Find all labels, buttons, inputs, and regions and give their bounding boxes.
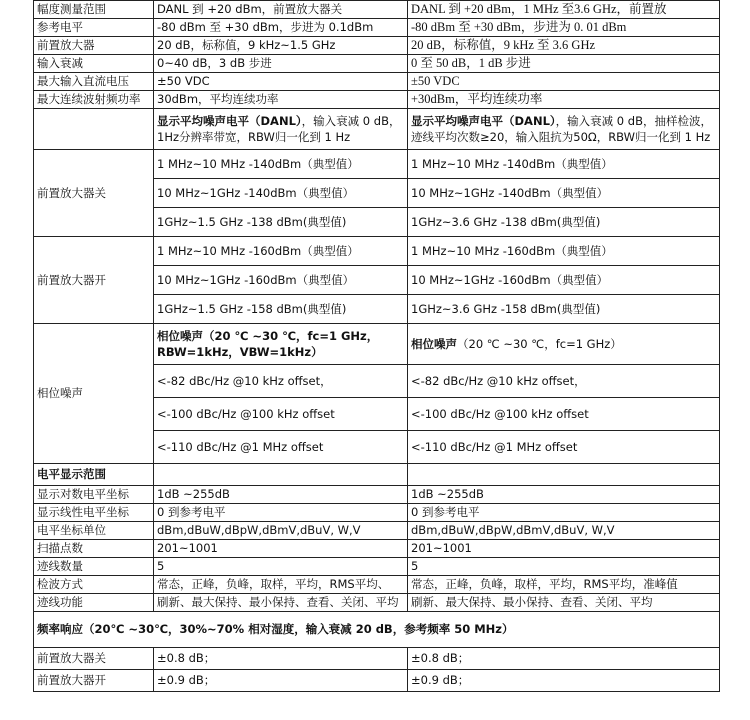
table-row bbox=[34, 486, 720, 504]
row-label: 前置放大器开 bbox=[34, 670, 154, 692]
spec-value: 10 MHz~1GHz -140dBm（典型值） bbox=[408, 179, 720, 208]
spec-value: DANL 到 +20 dBm，1 MHz 至3.6 GHz，前置放 bbox=[408, 1, 720, 19]
spec-value: ±0.9 dB； bbox=[408, 670, 720, 692]
phase-noise-header bbox=[408, 324, 720, 365]
table-row bbox=[34, 558, 720, 576]
row-label: 最大输入直流电压 bbox=[34, 73, 154, 91]
row-label: 迹线功能 bbox=[34, 594, 154, 612]
table-row bbox=[34, 324, 720, 365]
danl-conditions: ，输入衰减 0 dB，1Hz分辨率带宽，RBW归一化到 1 Hz bbox=[157, 114, 401, 144]
spec-value: 刷新、最大保持、最小保持、查看、关闭、平均 bbox=[408, 594, 720, 612]
spec-value: 0 至 50 dB，1 dB 步进 bbox=[408, 55, 720, 73]
table-row bbox=[34, 504, 720, 522]
spec-value: 0 到参考电平 bbox=[154, 504, 408, 522]
spec-value: 1dB ~255dB bbox=[154, 486, 408, 504]
danl-header bbox=[154, 109, 408, 150]
spec-value: DANL 到 +20 dBm，前置放大器关 bbox=[154, 1, 408, 19]
table-row bbox=[34, 540, 720, 558]
table-row bbox=[34, 55, 720, 73]
table-row bbox=[34, 19, 720, 37]
row-label: 输入衰减 bbox=[34, 55, 154, 73]
table-row bbox=[34, 670, 720, 692]
spec-value: <-110 dBc/Hz @1 MHz offset bbox=[154, 431, 408, 464]
table-row bbox=[34, 37, 720, 55]
spec-value: 0 到参考电平 bbox=[408, 504, 720, 522]
spec-value: ±0.8 dB； bbox=[408, 648, 720, 670]
spec-value: 5 bbox=[408, 558, 720, 576]
spec-value: 30dBm，平均连续功率 bbox=[154, 91, 408, 109]
spec-value: dBm,dBuW,dBpW,dBmV,dBuV, W,V bbox=[408, 522, 720, 540]
spec-value: <-100 dBc/Hz @100 kHz offset bbox=[154, 398, 408, 431]
spec-value: 常态，正峰，负峰，取样，平均，RMS平均、 bbox=[154, 576, 408, 594]
spec-value: 1GHz~1.5 GHz -158 dBm(典型值) bbox=[154, 295, 408, 324]
spec-value: 10 MHz~1GHz -140dBm（典型值） bbox=[154, 179, 408, 208]
table-row bbox=[34, 594, 720, 612]
table-row bbox=[34, 648, 720, 670]
phase-noise-conditions: （20 ℃ ~30 ℃，fc=1 GHz） bbox=[457, 336, 622, 351]
spec-value: 1 MHz~10 MHz -160dBm（典型值） bbox=[154, 237, 408, 266]
spec-value: +30dBm，平均连续功率 bbox=[408, 91, 720, 109]
spec-value: ±0.8 dB； bbox=[154, 648, 408, 670]
row-label: 迹线数量 bbox=[34, 558, 154, 576]
spec-value: <-82 dBc/Hz @10 kHz offset， bbox=[154, 365, 408, 398]
spec-value bbox=[154, 464, 408, 486]
row-label: 幅度测量范围 bbox=[34, 1, 154, 19]
table-row bbox=[34, 612, 720, 648]
spec-value: ±50 VDC bbox=[154, 73, 408, 91]
row-label bbox=[34, 109, 154, 150]
danl-title: 显示平均噪声电平（DANL） bbox=[411, 114, 556, 128]
spec-value: ±50 VDC bbox=[408, 73, 720, 91]
row-label: 电平坐标单位 bbox=[34, 522, 154, 540]
danl-conditions: ，输入衰减 0 dB，抽样检波，迹线平均次数≥20，输入阻抗为50Ω，RBW归一化到 1 Hz bbox=[411, 114, 712, 144]
row-label: 扫描点数 bbox=[34, 540, 154, 558]
row-label: 检波方式 bbox=[34, 576, 154, 594]
spec-value: ±0.9 dB； bbox=[154, 670, 408, 692]
table-row bbox=[34, 91, 720, 109]
spec-value: 常态，正峰，负峰，取样，平均，RMS平均，准峰值 bbox=[408, 576, 720, 594]
table-row bbox=[34, 150, 720, 179]
spec-value: 1GHz~3.6 GHz -158 dBm(典型值) bbox=[408, 295, 720, 324]
phase-noise-title: 相位噪声 bbox=[411, 336, 457, 351]
spec-value bbox=[408, 464, 720, 486]
spec-value: 5 bbox=[154, 558, 408, 576]
spec-value: 10 MHz~1GHz -160dBm（典型值） bbox=[408, 266, 720, 295]
spec-value: 1 MHz~10 MHz -140dBm（典型值） bbox=[408, 150, 720, 179]
row-label: 显示线性电平坐标 bbox=[34, 504, 154, 522]
row-label: 相位噪声 bbox=[34, 324, 154, 464]
spec-value: 201~1001 bbox=[408, 540, 720, 558]
spec-value: 201~1001 bbox=[154, 540, 408, 558]
row-label: 最大连续波射频功率 bbox=[34, 91, 154, 109]
row-label: 参考电平 bbox=[34, 19, 154, 37]
spec-value: 1GHz~3.6 GHz -138 dBm(典型值) bbox=[408, 208, 720, 237]
spec-value: 0~40 dB，3 dB 步进 bbox=[154, 55, 408, 73]
spec-value: -80 dBm 至 +30 dBm，步进为 0.1dBm bbox=[154, 19, 408, 37]
table-row bbox=[34, 1, 720, 19]
spec-value: 刷新、最大保持、最小保持、查看、关闭、平均 bbox=[154, 594, 408, 612]
table-row bbox=[34, 576, 720, 594]
row-label: 前置放大器开 bbox=[34, 237, 154, 324]
spec-value: 1GHz~1.5 GHz -138 dBm(典型值) bbox=[154, 208, 408, 237]
spec-value: 1 MHz~10 MHz -140dBm（典型值） bbox=[154, 150, 408, 179]
spec-value: <-110 dBc/Hz @1 MHz offset bbox=[408, 431, 720, 464]
spec-value: 20 dB，标称值，9 kHz~1.5 GHz bbox=[154, 37, 408, 55]
row-label: 前置放大器关 bbox=[34, 648, 154, 670]
table-row bbox=[34, 109, 720, 150]
spec-value: 1 MHz~10 MHz -160dBm（典型值） bbox=[408, 237, 720, 266]
table-row bbox=[34, 464, 720, 486]
spec-table bbox=[33, 0, 720, 692]
table-row bbox=[34, 237, 720, 266]
row-label: 前置放大器关 bbox=[34, 150, 154, 237]
spec-value: dBm,dBuW,dBpW,dBmV,dBuV, W,V bbox=[154, 522, 408, 540]
spec-value: -80 dBm 至 +30 dBm，步进为 0. 01 dBm bbox=[408, 19, 720, 37]
spec-value: 10 MHz~1GHz -160dBm（典型值） bbox=[154, 266, 408, 295]
danl-title: 显示平均噪声电平（DANL） bbox=[157, 114, 302, 128]
table-row bbox=[34, 522, 720, 540]
spec-value: <-82 dBc/Hz @10 kHz offset， bbox=[408, 365, 720, 398]
section-heading: 电平显示范围 bbox=[34, 464, 154, 486]
spec-value: <-100 dBc/Hz @100 kHz offset bbox=[408, 398, 720, 431]
phase-noise-header: 相位噪声（20 ℃ ~30 ℃，fc=1 GHz，RBW=1kHz，VBW=1kHz） bbox=[154, 324, 408, 365]
row-label: 前置放大器 bbox=[34, 37, 154, 55]
spec-value: 1dB ~255dB bbox=[408, 486, 720, 504]
row-label: 显示对数电平坐标 bbox=[34, 486, 154, 504]
danl-header bbox=[408, 109, 720, 150]
table-row bbox=[34, 73, 720, 91]
section-heading: 频率响应（20℃ ~30℃，30%~70% 相对湿度，输入衰减 20 dB，参考频率 50 MHz） bbox=[34, 612, 720, 648]
spec-value: 20 dB，标称值，9 kHz 至 3.6 GHz bbox=[408, 37, 720, 55]
